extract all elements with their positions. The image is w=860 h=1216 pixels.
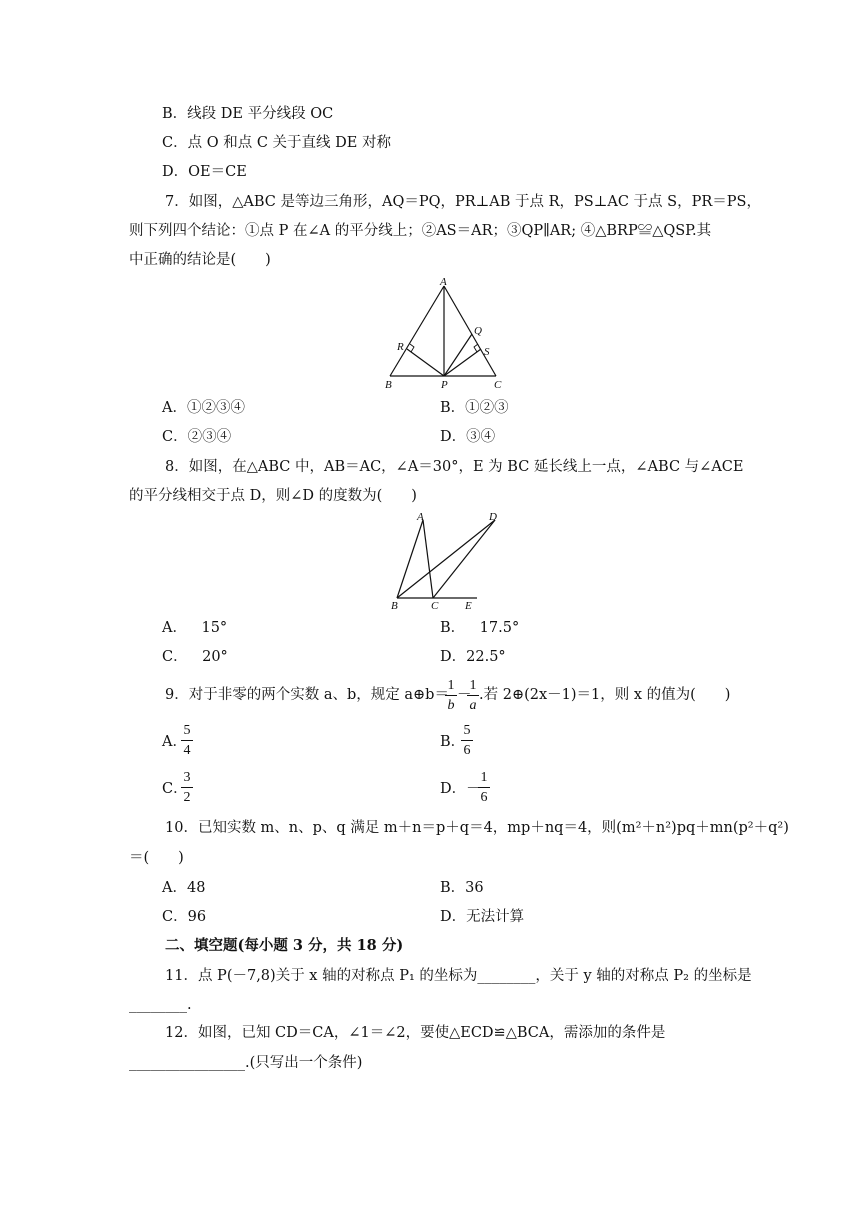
option-text: 36	[465, 880, 484, 896]
option-label: C．	[162, 649, 188, 665]
q8-option-b	[440, 618, 519, 638]
q10-option-c	[162, 907, 206, 927]
q9-option-b-label: B．	[440, 734, 466, 750]
q10-option-b	[440, 878, 484, 898]
segment-pr	[407, 349, 444, 376]
side-ab	[397, 520, 423, 598]
label-s: S	[484, 346, 490, 358]
numerator: 5	[183, 723, 191, 738]
numerator: 3	[183, 770, 191, 785]
option-label: B．	[162, 106, 188, 122]
q10-line-2: ＝( )	[129, 850, 184, 866]
label-r: R	[397, 341, 404, 353]
q9-stem-start: 9．对于非零的两个实数 a、b，规定 a⊕b＝	[165, 687, 449, 703]
q8-line-1: 8．如图，在△ABC 中，AB＝AC，∠A＝30°，E 为 BC 延长线上一点，∠ABC 与∠ACE	[165, 459, 744, 475]
right-angle-s	[474, 344, 478, 352]
q9-option-a-fraction	[180, 722, 194, 761]
label-q: Q	[474, 325, 482, 337]
q8-option-c	[162, 647, 228, 667]
denominator: 4	[183, 743, 191, 758]
negative-sign: －	[466, 781, 481, 797]
option-text: 点 O 和点 C 关于直线 DE 对称	[187, 135, 391, 151]
option-label: B．	[440, 880, 466, 896]
section-title-fill-in: 二、填空题(每小题 3 分，共 18 分)	[165, 937, 404, 954]
option-label: B．	[440, 400, 466, 416]
label-c: C	[494, 379, 502, 391]
q7-option-a	[162, 398, 245, 418]
option-text: 96	[187, 909, 207, 925]
option-label: C．	[162, 429, 188, 445]
option-label: D．	[440, 909, 467, 925]
q9-minus: －	[457, 687, 472, 703]
option-text: ①②③	[465, 400, 509, 416]
q6-option-b	[162, 104, 333, 124]
denominator: b	[447, 698, 455, 713]
label-d: D	[489, 511, 497, 523]
q9-option-d-fraction	[477, 769, 491, 808]
q7-option-d	[440, 427, 495, 447]
segment-bd	[397, 520, 495, 598]
q7-option-b	[440, 398, 509, 418]
segment-cd	[433, 520, 495, 598]
label-b: B	[391, 600, 398, 612]
q7-line-3: 中正确的结论是( )	[129, 252, 271, 268]
option-text: 17.5°	[479, 620, 520, 636]
label-p: P	[441, 379, 448, 391]
label-e: E	[465, 600, 472, 612]
numerator: 1	[480, 770, 488, 785]
q10-option-a	[162, 878, 205, 898]
option-text: ②③④	[187, 429, 232, 445]
option-text: ①②③④	[186, 400, 245, 416]
q10-option-d	[440, 907, 524, 927]
q7-line-1: 7．如图，△ABC 是等边三角形，AQ＝PQ，PR⊥AB 于点 R，PS⊥AC 于点 S，PR＝PS，	[165, 194, 761, 210]
denominator: 6	[480, 790, 488, 805]
option-label: D．	[162, 164, 189, 180]
q12-line-1: 12．如图，已知 CD＝CA，∠1＝∠2，要使△ECD≌△BCA，需添加的条件是	[165, 1025, 666, 1041]
q8-triangle-figure	[385, 510, 510, 612]
option-label: D．	[440, 429, 467, 445]
option-text: 22.5°	[466, 649, 506, 665]
q8-option-a	[162, 618, 227, 638]
option-text: 48	[186, 880, 206, 896]
segment-ps	[444, 349, 481, 376]
option-label: A．	[162, 880, 187, 896]
q9-option-c-label: C．	[162, 781, 188, 797]
q6-option-d	[162, 162, 247, 182]
q7-line-2: 则下列四个结论：①点 P 在∠A 的平分线上；②AS＝AR；③QP∥AR; ④△BRP≌△QSP.其	[129, 223, 712, 239]
numerator: 1	[447, 678, 455, 693]
segment-pq	[444, 334, 472, 376]
denominator: a	[469, 698, 477, 713]
option-text: 无法计算	[466, 909, 525, 925]
option-text: 线段 DE 平分线段 OC	[187, 106, 334, 122]
q11-line-1: 11．点 P(－7,8)关于 x 轴的对称点 P₁ 的坐标为________，关于 y 轴的对称点 P₂ 的坐标是	[165, 968, 752, 984]
option-label: C．	[162, 909, 188, 925]
numerator: 5	[463, 723, 471, 738]
label-a: A	[417, 511, 424, 523]
q7-triangle-figure	[380, 276, 510, 391]
label-b: B	[385, 379, 392, 391]
q9-option-a-label: A．	[162, 734, 187, 750]
denominator: 6	[463, 743, 471, 758]
q11-line-2: ________.	[129, 997, 192, 1013]
side-ac	[423, 520, 433, 598]
right-angle-r	[410, 344, 414, 352]
q12-line-2: ________________.(只写出一个条件)	[129, 1055, 363, 1071]
option-label: D．	[440, 649, 467, 665]
option-text: 15°	[201, 620, 228, 636]
q9-stem-end: .若 2⊕(2x－1)＝1，则 x 的值为( )	[479, 687, 731, 703]
q8-line-2: 的平分线相交于点 D，则∠D 的度数为( )	[129, 488, 417, 504]
q7-option-c	[162, 427, 231, 447]
option-label: B．	[440, 620, 466, 636]
side-ab	[390, 286, 444, 376]
q10-line-1: 10．已知实数 m、n、p、q 满足 m＋n＝p＋q＝4，mp＋nq＝4，则(m²＋n²)pq＋mn(p²＋q²)	[165, 820, 789, 836]
q9-option-d-label	[440, 779, 481, 799]
q9-option-b-fraction	[460, 722, 474, 761]
option-label: C．	[162, 135, 188, 151]
label-c: C	[431, 600, 439, 612]
denominator: 2	[183, 790, 191, 805]
option-label: A．	[162, 400, 187, 416]
option-text: 20°	[202, 649, 228, 665]
q6-option-c	[162, 133, 391, 153]
option-text: ③④	[466, 429, 496, 445]
option-text: OE＝CE	[188, 164, 247, 180]
side-ac	[444, 286, 496, 376]
q9-fraction-1-over-b	[444, 677, 458, 716]
q9-fraction-1-over-a	[466, 677, 480, 716]
option-label: D．	[440, 781, 467, 797]
numerator: 1	[469, 678, 477, 693]
q8-option-d	[440, 647, 506, 667]
label-a: A	[440, 276, 447, 288]
option-label: A．	[162, 620, 187, 636]
q9-option-c-fraction	[180, 769, 194, 808]
